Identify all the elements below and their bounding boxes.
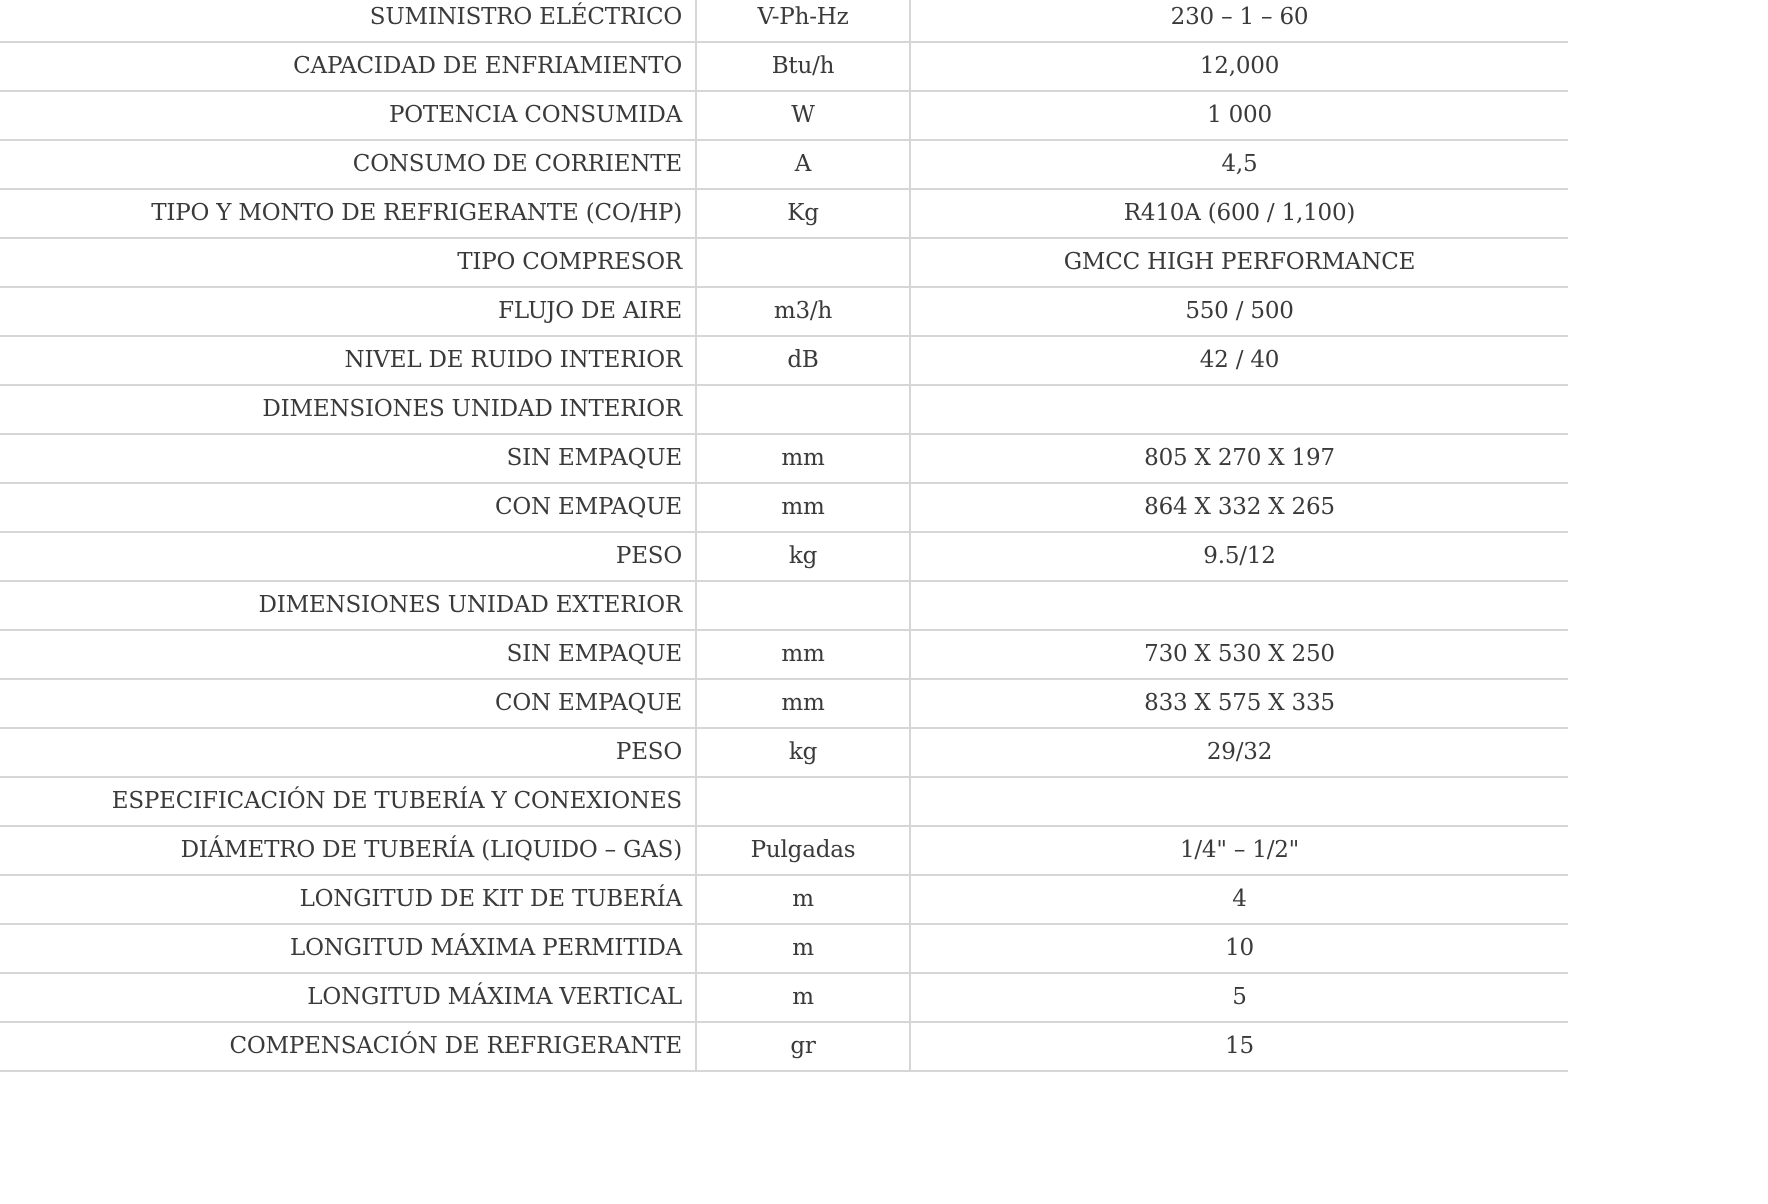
section-label: ESPECIFICACIÓN DE TUBERÍA Y CONEXIONES <box>0 777 696 826</box>
row-value: 805 X 270 X 197 <box>910 434 1568 483</box>
row-label: CON EMPAQUE <box>0 483 696 532</box>
row-value: 9.5/12 <box>910 532 1568 581</box>
row-label: SIN EMPAQUE <box>0 630 696 679</box>
table-row <box>0 336 1568 385</box>
row-label: LONGITUD DE KIT DE TUBERÍA <box>0 875 696 924</box>
row-value <box>910 385 1568 434</box>
table-row <box>0 434 1568 483</box>
row-unit: V-Ph-Hz <box>696 0 910 42</box>
table-section-row <box>0 385 1568 434</box>
row-unit <box>696 238 910 287</box>
row-unit <box>696 581 910 630</box>
row-value: 4,5 <box>910 140 1568 189</box>
table-row <box>0 42 1568 91</box>
table-row <box>0 189 1568 238</box>
section-label: DIMENSIONES UNIDAD INTERIOR <box>0 385 696 434</box>
row-label: LONGITUD MÁXIMA VERTICAL <box>0 973 696 1022</box>
table-row <box>0 0 1568 42</box>
row-unit: kg <box>696 728 910 777</box>
row-unit: m3/h <box>696 287 910 336</box>
row-value: R410A (600 / 1,100) <box>910 189 1568 238</box>
table-row <box>0 238 1568 287</box>
row-value: 42 / 40 <box>910 336 1568 385</box>
row-label: SIN EMPAQUE <box>0 434 696 483</box>
row-label: CONSUMO DE CORRIENTE <box>0 140 696 189</box>
row-value: 15 <box>910 1022 1568 1071</box>
row-unit: mm <box>696 483 910 532</box>
row-unit: Kg <box>696 189 910 238</box>
table-row <box>0 630 1568 679</box>
row-unit: m <box>696 924 910 973</box>
row-unit: mm <box>696 679 910 728</box>
table-row <box>0 728 1568 777</box>
row-unit: mm <box>696 434 910 483</box>
row-value: 12,000 <box>910 42 1568 91</box>
row-label: DIÁMETRO DE TUBERÍA (LIQUIDO – GAS) <box>0 826 696 875</box>
row-label: TIPO Y MONTO DE REFRIGERANTE (CO/HP) <box>0 189 696 238</box>
row-label: TIPO COMPRESOR <box>0 238 696 287</box>
row-label: CAPACIDAD DE ENFRIAMIENTO <box>0 42 696 91</box>
table-row <box>0 287 1568 336</box>
row-unit <box>696 777 910 826</box>
row-unit: A <box>696 140 910 189</box>
row-unit: kg <box>696 532 910 581</box>
row-value: 550 / 500 <box>910 287 1568 336</box>
row-label: LONGITUD MÁXIMA PERMITIDA <box>0 924 696 973</box>
table-row <box>0 875 1568 924</box>
row-label: NIVEL DE RUIDO INTERIOR <box>0 336 696 385</box>
row-unit: m <box>696 973 910 1022</box>
row-unit: dB <box>696 336 910 385</box>
table-section-row <box>0 581 1568 630</box>
row-label: PESO <box>0 532 696 581</box>
row-value: 10 <box>910 924 1568 973</box>
row-value: 1 000 <box>910 91 1568 140</box>
row-value: 833 X 575 X 335 <box>910 679 1568 728</box>
section-label: DIMENSIONES UNIDAD EXTERIOR <box>0 581 696 630</box>
row-unit: gr <box>696 1022 910 1071</box>
table-row <box>0 532 1568 581</box>
table-row <box>0 483 1568 532</box>
row-value: 864 X 332 X 265 <box>910 483 1568 532</box>
row-value <box>910 777 1568 826</box>
table-row <box>0 1022 1568 1071</box>
table-row <box>0 91 1568 140</box>
row-label: SUMINISTRO ELÉCTRICO <box>0 0 696 42</box>
row-value: 230 – 1 – 60 <box>910 0 1568 42</box>
row-unit: W <box>696 91 910 140</box>
row-unit: Btu/h <box>696 42 910 91</box>
row-label: COMPENSACIÓN DE REFRIGERANTE <box>0 1022 696 1071</box>
table-row <box>0 924 1568 973</box>
row-value: GMCC HIGH PERFORMANCE <box>910 238 1568 287</box>
row-unit: mm <box>696 630 910 679</box>
table-row <box>0 973 1568 1022</box>
table-row <box>0 679 1568 728</box>
row-label: CON EMPAQUE <box>0 679 696 728</box>
row-label: FLUJO DE AIRE <box>0 287 696 336</box>
row-value: 730 X 530 X 250 <box>910 630 1568 679</box>
row-label: PESO <box>0 728 696 777</box>
row-value: 1/4" – 1/2" <box>910 826 1568 875</box>
row-label: POTENCIA CONSUMIDA <box>0 91 696 140</box>
row-value: 5 <box>910 973 1568 1022</box>
table-row <box>0 826 1568 875</box>
row-unit: Pulgadas <box>696 826 910 875</box>
table-section-row <box>0 777 1568 826</box>
row-value <box>910 581 1568 630</box>
row-value: 29/32 <box>910 728 1568 777</box>
table-row <box>0 140 1568 189</box>
row-value: 4 <box>910 875 1568 924</box>
row-unit <box>696 385 910 434</box>
row-unit: m <box>696 875 910 924</box>
